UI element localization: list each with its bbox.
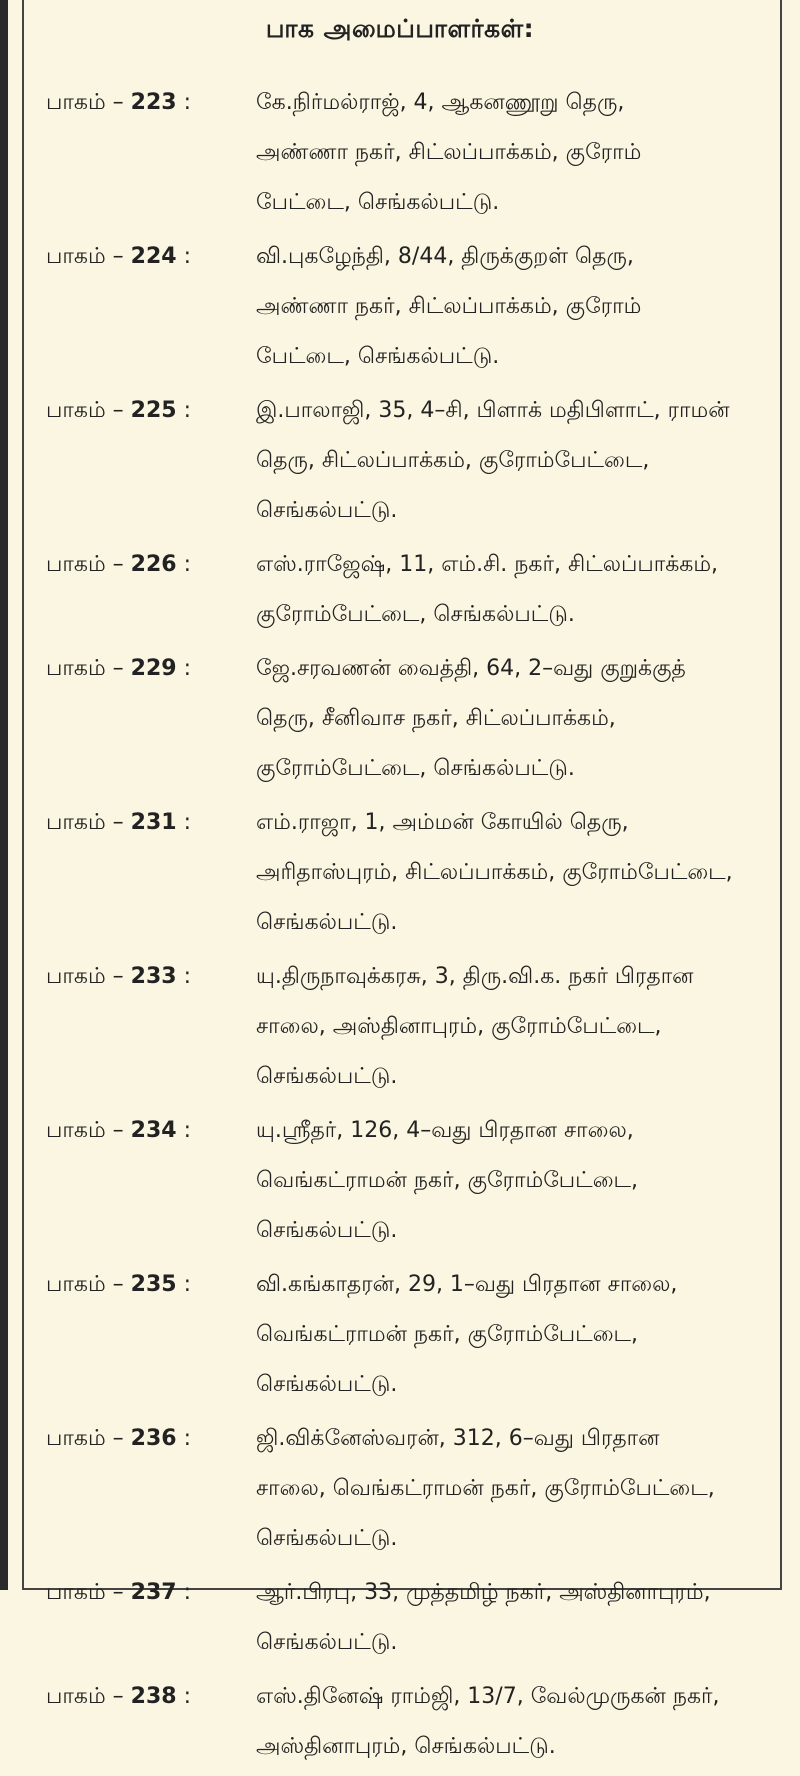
entry-label [46, 232, 256, 382]
entry-prefix: பாகம் – [46, 964, 131, 989]
entry-label [46, 644, 256, 794]
entry-number: 231 [130, 810, 177, 835]
entry-label [46, 798, 256, 948]
entry-address: யு.ஸ்ரீதர், 126, 4–வது பிரதான சாலை, வெங்கட்ராமன் நகர், குரோம்பேட்டை, செங்கல்பட்டு. [256, 1118, 639, 1243]
entry-address: யு.திருநாவுக்கரசு, 3, திரு.வி.க. நகர் பிரதான சாலை, அஸ்தினாபுரம், குரோம்பேட்டை, செங்கல்பட்டு. [256, 964, 694, 1089]
list-item [46, 1568, 756, 1668]
entry-sep: : [176, 656, 191, 681]
entry-sep: : [176, 810, 191, 835]
entry-number: 234 [130, 1118, 177, 1143]
entry-sep: : [176, 552, 191, 577]
entry-label [46, 1568, 256, 1668]
list-item [46, 1414, 756, 1564]
entry-prefix: பாகம் – [46, 1426, 131, 1451]
left-border [0, 0, 8, 1590]
entry-sep: : [176, 1580, 191, 1605]
entry-sep: : [176, 1118, 191, 1143]
entry-label [46, 78, 256, 228]
entry-number: 238 [130, 1684, 177, 1709]
list-item [46, 540, 756, 640]
entry-address: ஆர்.பிரபு, 33, முத்தமிழ் நகர், அஸ்தினாபுரம், செங்கல்பட்டு. [256, 1580, 711, 1655]
entry-address: வி.கங்காதரன், 29, 1–வது பிரதான சாலை, வெங்கட்ராமன் நகர், குரோம்பேட்டை, செங்கல்பட்டு. [256, 1272, 678, 1397]
entry-prefix: பாகம் – [46, 398, 131, 423]
entry-prefix: பாகம் – [46, 1118, 131, 1143]
entry-sep: : [176, 90, 191, 115]
list-item [46, 78, 756, 228]
entry-sep: : [176, 1426, 191, 1451]
entry-label [46, 1414, 256, 1564]
page-title: பாக அமைப்பாளர்கள்: [265, 14, 535, 43]
entry-sep: : [176, 964, 191, 989]
entry-label [46, 540, 256, 640]
entry-sep: : [176, 1684, 191, 1709]
entry-prefix: பாகம் – [46, 656, 131, 681]
entry-prefix: பாகம் – [46, 1580, 131, 1605]
entry-sep: : [176, 244, 191, 269]
list-item [46, 386, 756, 536]
entry-address: வி.புகழேந்தி, 8/44, திருக்குறள் தெரு, அண்ணா நகர், சிட்லப்பாக்கம், குரோம் பேட்டை, செங்கல்பட்டு. [256, 244, 642, 369]
entry-number: 229 [130, 656, 177, 681]
list-item [46, 1260, 756, 1410]
entry-sep: : [176, 1272, 191, 1297]
entry-prefix: பாகம் – [46, 552, 131, 577]
entry-sep: : [176, 398, 191, 423]
entry-prefix: பாகம் – [46, 810, 131, 835]
entry-number: 235 [130, 1272, 177, 1297]
entry-address: கே.நிர்மல்ராஜ், 4, ஆகனணூறு தெரு, அண்ணா நகர், சிட்லப்பாக்கம், குரோம் பேட்டை, செங்கல்பட்டு. [256, 90, 642, 215]
entry-address: இ.பாலாஜி, 35, 4–சி, பிளாக் மதிபிளாட், ராமன் தெரு, சிட்லப்பாக்கம், குரோம்பேட்டை, செங்கல்பட்டு. [256, 398, 730, 523]
list-item [46, 952, 756, 1102]
entry-number: 233 [130, 964, 177, 989]
list-item [46, 232, 756, 382]
entry-address: எம்.ராஜா, 1, அம்மன் கோயில் தெரு, அரிதாஸ்புரம், சிட்லப்பாக்கம், குரோம்பேட்டை, செங்கல்பட்டு. [256, 810, 733, 935]
list-item [46, 1106, 756, 1256]
entry-label [46, 952, 256, 1102]
list-item [46, 798, 756, 948]
entry-prefix: பாகம் – [46, 244, 131, 269]
entry-list [46, 78, 756, 1776]
entry-address: எஸ்.தினேஷ் ராம்ஜி, 13/7, வேல்முருகன் நகர், அஸ்தினாபுரம், செங்கல்பட்டு. [256, 1684, 720, 1759]
entry-number: 226 [130, 552, 177, 577]
entry-number: 236 [130, 1426, 177, 1451]
entry-prefix: பாகம் – [46, 90, 131, 115]
entry-address: ஜே.சரவணன் வைத்தி, 64, 2–வது குறுக்குத் தெரு, சீனிவாச நகர், சிட்லப்பாக்கம், குரோம்பேட்டை, செங்கல்பட்டு. [256, 656, 686, 781]
entry-address: எஸ்.ராஜேஷ், 11, எம்.சி. நகர், சிட்லப்பாக்கம், குரோம்பேட்டை, செங்கல்பட்டு. [256, 552, 719, 627]
entry-label [46, 1106, 256, 1256]
entry-number: 225 [130, 398, 177, 423]
entry-label [46, 1260, 256, 1410]
list-item [46, 1672, 756, 1772]
entry-label [46, 386, 256, 536]
list-item [46, 644, 756, 794]
entry-number: 224 [130, 244, 177, 269]
entry-address: ஜி.விக்னேஸ்வரன், 312, 6–வது பிரதான சாலை, வெங்கட்ராமன் நகர், குரோம்பேட்டை, செங்கல்பட்டு. [256, 1426, 715, 1551]
entry-number: 237 [130, 1580, 177, 1605]
entry-label [46, 1672, 256, 1772]
entry-prefix: பாகம் – [46, 1272, 131, 1297]
entry-prefix: பாகம் – [46, 1684, 131, 1709]
entry-number: 223 [130, 90, 177, 115]
